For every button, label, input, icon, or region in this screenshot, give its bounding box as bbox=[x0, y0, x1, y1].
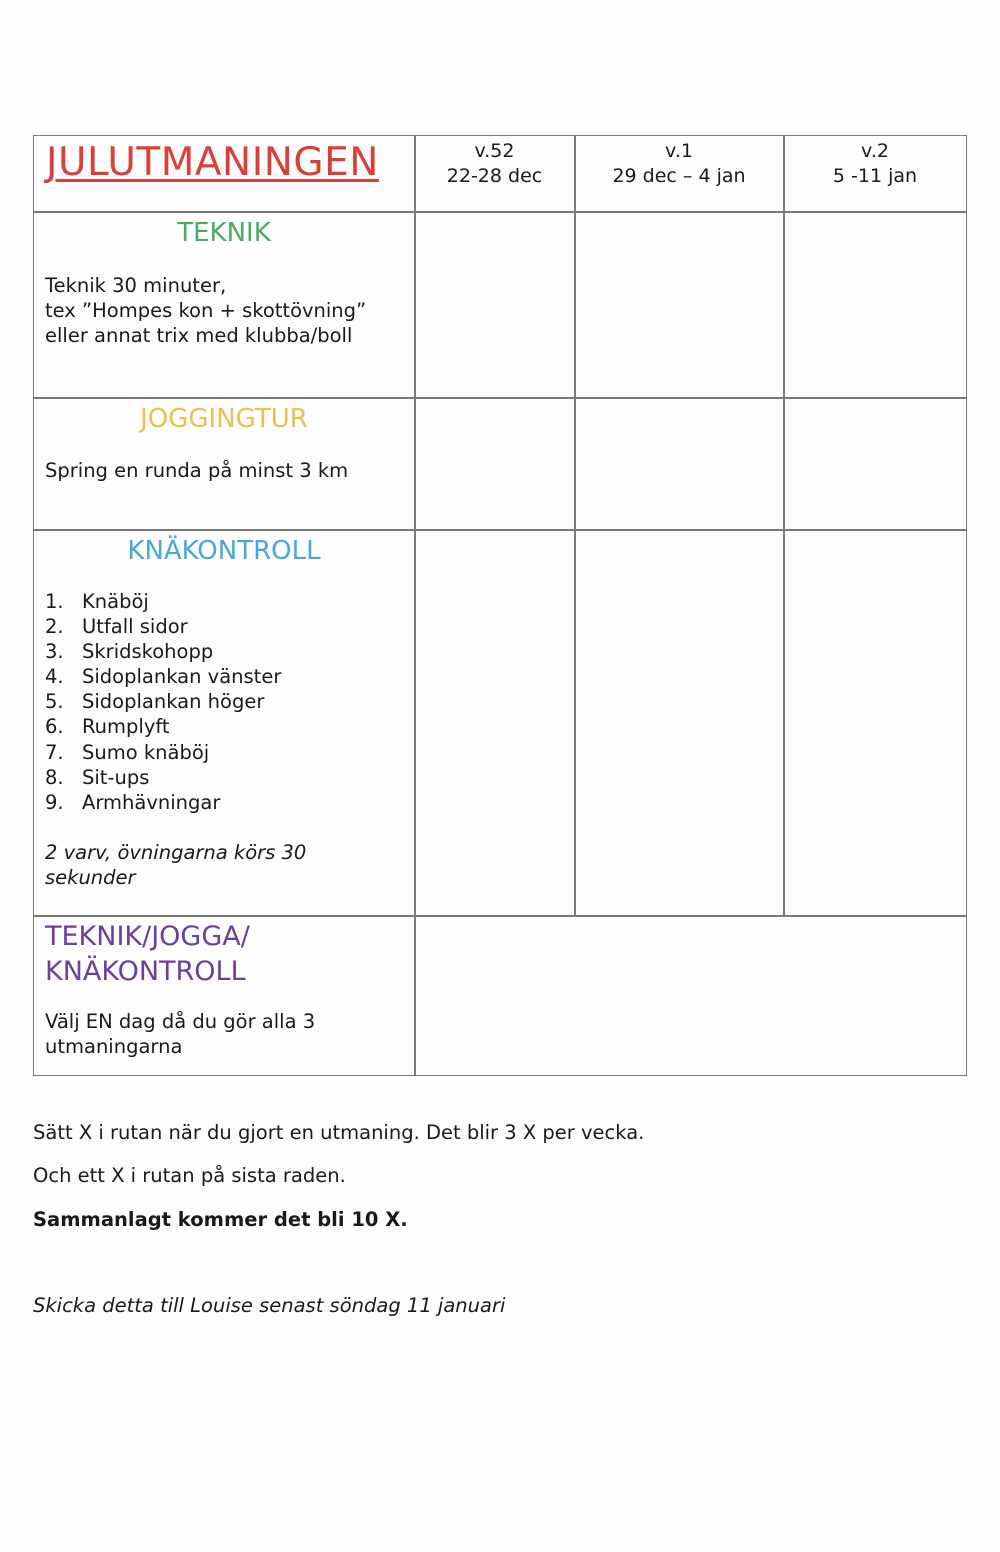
jogging-text: Spring en runda på minst 3 km bbox=[45, 459, 349, 482]
exercise-number: 1. bbox=[45, 590, 64, 613]
exercise-item bbox=[45, 689, 414, 714]
week-header-v2 bbox=[784, 136, 966, 189]
exercise-item bbox=[45, 740, 414, 765]
checkbox-knakontroll-v52[interactable] bbox=[415, 531, 574, 915]
week-label: v.1 bbox=[665, 140, 693, 162]
exercise-number: 5. bbox=[45, 690, 64, 714]
exercise-name: Sidoplankan höger bbox=[82, 690, 265, 714]
exercise-item bbox=[45, 714, 414, 739]
exercise-item bbox=[45, 589, 414, 614]
combined-cell bbox=[34, 917, 414, 1075]
exercise-number: 2. bbox=[45, 615, 64, 639]
checkbox-jogging-v1[interactable] bbox=[575, 399, 783, 529]
combined-line: utmaningarna bbox=[45, 1035, 183, 1058]
checkbox-teknik-v52[interactable] bbox=[415, 213, 574, 397]
checkbox-jogging-v2[interactable] bbox=[784, 399, 966, 529]
knakontroll-heading: KNÄKONTROLL bbox=[127, 536, 321, 566]
exercise-number: 6. bbox=[45, 715, 64, 739]
checkbox-knakontroll-v1[interactable] bbox=[575, 531, 783, 915]
exercise-name: Sidoplankan vänster bbox=[82, 665, 282, 689]
instruction-line-2: Och ett X i rutan på sista raden. bbox=[33, 1164, 346, 1187]
exercise-number: 7. bbox=[45, 740, 64, 764]
knakontroll-cell bbox=[34, 531, 414, 915]
exercise-name: Sumo knäböj bbox=[82, 740, 210, 764]
week-dates: 29 dec – 4 jan bbox=[612, 165, 746, 187]
exercise-item bbox=[45, 765, 414, 790]
exercise-item bbox=[45, 614, 414, 639]
checkbox-knakontroll-v2[interactable] bbox=[784, 531, 966, 915]
teknik-line: tex ”Hompes kon + skottövning” bbox=[45, 299, 367, 322]
combined-heading: TEKNIK/JOGGA/ bbox=[45, 921, 250, 952]
combined-heading: KNÄKONTROLL bbox=[45, 956, 246, 987]
knakontroll-note: sekunder bbox=[45, 865, 136, 889]
exercise-item bbox=[45, 639, 414, 664]
exercise-name: Rumplyft bbox=[82, 715, 170, 739]
exercise-item bbox=[45, 664, 414, 689]
exercise-name: Armhävningar bbox=[82, 790, 221, 814]
teknik-line: Teknik 30 minuter, bbox=[45, 274, 227, 297]
jogging-heading: JOGGINGTUR bbox=[140, 404, 308, 434]
jogging-cell bbox=[34, 399, 414, 529]
exercise-number: 8. bbox=[45, 765, 64, 789]
checkbox-combined[interactable] bbox=[415, 917, 966, 1075]
week-label: v.2 bbox=[861, 140, 889, 162]
instruction-line-1: Sätt X i rutan när du gjort en utmaning. Det blir 3 X per vecka. bbox=[33, 1121, 645, 1144]
page-title: JULUTMANINGEN bbox=[46, 140, 379, 185]
deadline-text: Skicka detta till Louise senast söndag 11 januari bbox=[33, 1294, 506, 1317]
teknik-heading: TEKNIK bbox=[177, 218, 271, 248]
exercise-name: Sit-ups bbox=[82, 765, 150, 789]
exercise-name: Utfall sidor bbox=[82, 615, 188, 639]
week-dates: 5 -11 jan bbox=[832, 165, 918, 187]
week-label: v.52 bbox=[474, 140, 515, 162]
instruction-summary: Sammanlagt kommer det bli 10 X. bbox=[33, 1208, 408, 1231]
knakontroll-note: 2 varv, övningarna körs 30 bbox=[45, 840, 307, 864]
exercise-number: 3. bbox=[45, 640, 64, 664]
exercise-name: Knäböj bbox=[82, 590, 149, 613]
checkbox-jogging-v52[interactable] bbox=[415, 399, 574, 529]
combined-line: Välj EN dag då du gör alla 3 bbox=[45, 1010, 316, 1033]
exercise-item bbox=[45, 790, 414, 815]
exercise-name: Skridskohopp bbox=[82, 640, 214, 664]
checkbox-teknik-v1[interactable] bbox=[575, 213, 783, 397]
title-cell bbox=[34, 136, 414, 211]
exercise-list bbox=[34, 589, 414, 815]
challenge-table bbox=[33, 135, 967, 1076]
exercise-number: 9. bbox=[45, 790, 64, 814]
week-header-v52 bbox=[415, 136, 574, 189]
teknik-cell bbox=[34, 213, 414, 397]
week-header-v1 bbox=[575, 136, 783, 189]
teknik-line: eller annat trix med klubba/boll bbox=[45, 324, 353, 347]
week-dates: 22-28 dec bbox=[446, 165, 543, 187]
checkbox-teknik-v2[interactable] bbox=[784, 213, 966, 397]
exercise-number: 4. bbox=[45, 665, 64, 689]
